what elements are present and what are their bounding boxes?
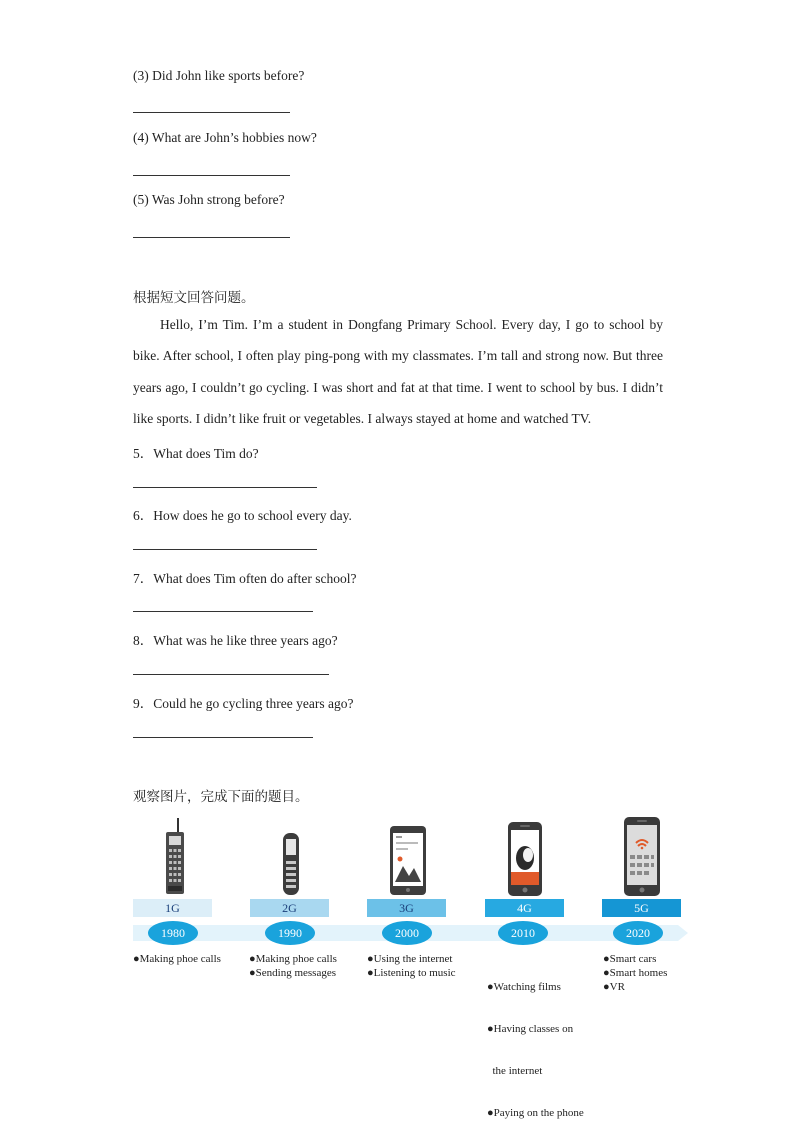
timeline-arrow-icon [678, 925, 688, 941]
question-8-tim: 8．What was he like three years ago? [133, 633, 338, 648]
features-4g [487, 952, 584, 1134]
question-9-tim: 9．Could he go cycling three years ago? [133, 696, 354, 711]
features-1g [133, 952, 221, 966]
generation-label-5g: 5G [602, 899, 681, 917]
feature-item: the internet [487, 1065, 543, 1077]
question-6-tim: 6．How does he go to school every day. [133, 508, 352, 523]
reading-passage [133, 309, 663, 434]
generation-label-4g: 4G [485, 899, 564, 917]
5g-smartphone-icon [624, 817, 660, 896]
answer-line[interactable] [133, 487, 317, 488]
year-badge-1990: 1990 [265, 921, 315, 945]
features-2g [249, 952, 337, 980]
section-instruction: 根据短文回答问题。 [133, 290, 255, 306]
3g-smartphone-icon [390, 826, 426, 895]
features-3g [367, 952, 456, 980]
feature-item: ●Having classes on [487, 1023, 574, 1035]
feature-item: ●Watching films [487, 981, 561, 993]
question-4: (4) What are John’s hobbies now? [133, 130, 317, 145]
year-badge-2020: 2020 [613, 921, 663, 945]
feature-item: ●Listening to music [367, 967, 456, 979]
answer-line[interactable] [133, 175, 290, 176]
generation-label-2g: 2G [250, 899, 329, 917]
answer-line[interactable] [133, 674, 329, 675]
year-badge-2010: 2010 [498, 921, 548, 945]
feature-item: ●Paying on the phone [487, 1107, 584, 1119]
answer-line[interactable] [133, 112, 290, 113]
feature-item: ●Using the internet [367, 953, 453, 965]
answer-line[interactable] [133, 549, 317, 550]
question-5-tim: 5．What does Tim do? [133, 446, 259, 461]
year-badge-1980: 1980 [148, 921, 198, 945]
feature-item: ●Making phoe calls [249, 953, 337, 965]
year-badge-2000: 2000 [382, 921, 432, 945]
question-7-tim: 7．What does Tim often do after school? [133, 571, 357, 586]
feature-item: ●Sending messages [249, 967, 336, 979]
features-5g [603, 952, 667, 994]
answer-line[interactable] [133, 611, 313, 612]
flip-phone-icon [282, 833, 300, 895]
feature-item: ●Smart cars [603, 953, 657, 965]
feature-item: ●Making phoe calls [133, 953, 221, 965]
section-instruction: 观察图片，完成下面的题目。 [133, 789, 309, 805]
4g-smartphone-icon [508, 822, 542, 896]
generation-label-1g: 1G [133, 899, 212, 917]
passage-text: Hello, I’m Tim. I’m a student in Dongfang Primary School. Every day, I go to school by bike. After school, I often play ping-pong with my classmates. I’m tall and strong now. But three years ago, I couldn’t go cycling. I was short and fat at that time. I went to school by bus. I didn’t like sports. I didn’t like fruit or vegetables. I always stayed at home and watched TV. [133, 317, 663, 426]
question-3: (3) Did John like sports before? [133, 68, 305, 83]
brick-phone-icon [164, 818, 186, 896]
question-5: (5) Was John strong before? [133, 192, 285, 207]
feature-item: ●VR [603, 981, 625, 993]
answer-line[interactable] [133, 237, 290, 238]
feature-item: ●Smart homes [603, 967, 668, 979]
answer-line[interactable] [133, 737, 313, 738]
generation-label-3g: 3G [367, 899, 446, 917]
